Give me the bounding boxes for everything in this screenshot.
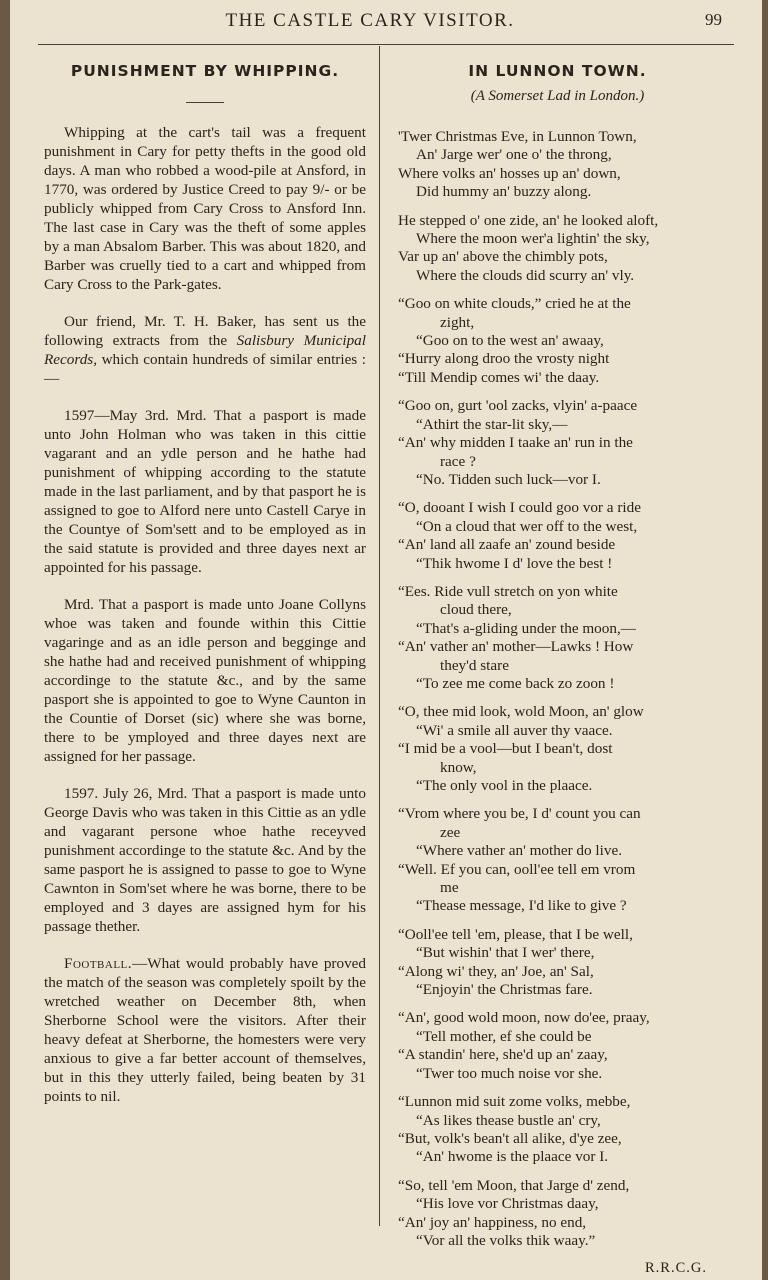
verse-line: me xyxy=(440,879,459,897)
verse-line: “No. Tidden such luck—vor I. xyxy=(416,470,601,488)
poem-subtitle: (A Somerset Lad in London.) xyxy=(470,88,645,104)
verse-line: “A standin' here, she'd up an' zaay, xyxy=(398,1046,608,1064)
verse-line: know, xyxy=(440,758,477,776)
stanza xyxy=(390,397,725,489)
verse-line: Where the moon wer'a lightin' the sky, xyxy=(416,230,650,248)
header-rule xyxy=(38,44,734,45)
verse-line: “An', good wold moon, now do'ee, praay, xyxy=(398,1009,650,1027)
verse-line: zight, xyxy=(440,313,475,331)
verse-line: zee xyxy=(440,823,461,841)
verse-line: 'Twer Christmas Eve, in Lunnon Town, xyxy=(398,128,637,145)
poem-signature: R.R.C.G. xyxy=(645,1260,707,1277)
verse-line: “Goo on, gurt 'ool zacks, vlyin' a-paace xyxy=(398,397,638,415)
football-label: Football. xyxy=(64,955,133,972)
verse-line: “Goo on to the west an' awaay, xyxy=(416,332,604,350)
paragraph-baker-extracts xyxy=(44,312,366,388)
verse-line: “Lunnon mid suit zome volks, mebbe, xyxy=(398,1093,631,1111)
verse-line: they'd stare xyxy=(440,656,509,674)
verse-line: “Hurry along droo the vrosty night xyxy=(398,350,610,368)
verse-line: “The only vool in the plaace. xyxy=(416,777,593,794)
right-column xyxy=(390,58,725,1277)
stanza xyxy=(390,128,725,202)
verse-line: “His love vor Christmas daay, xyxy=(416,1195,599,1213)
verse-line: “Thik hwome I d' love the best ! xyxy=(416,554,613,572)
verse-line: “To zee me come back zo zoon ! xyxy=(416,674,615,692)
verse-line: He stepped o' one zide, an' he looked aloft, xyxy=(398,211,659,229)
verse-line: race ? xyxy=(440,452,476,470)
verse-line: “So, tell 'em Moon, that Jarge d' zend, xyxy=(398,1176,630,1194)
verse-line: “Goo on white clouds,” cried he at the xyxy=(398,295,631,313)
verse-line: “Where vather an' mother do live. xyxy=(416,842,622,860)
spacer xyxy=(390,114,725,128)
stanza xyxy=(390,295,725,387)
verse-line: cloud there, xyxy=(440,601,512,619)
poem-title: IN LUNNON TOWN. xyxy=(468,62,647,80)
verse-line: “An' vather an' mother—Lawks ! How xyxy=(398,638,634,656)
verse-line: “Thease message, I'd like to give ? xyxy=(416,897,627,915)
verse-line: “O, thee mid look, wold Moon, an' glow xyxy=(398,703,644,721)
column-divider xyxy=(379,46,380,1226)
verse-line: “Twer too much noise vor she. xyxy=(416,1064,603,1082)
page-number: 99 xyxy=(705,10,722,29)
stanza xyxy=(390,1177,725,1251)
verse-line: “An' hwome is the plaace vor I. xyxy=(416,1148,609,1166)
paragraph-record-collyns: Mrd. That a pasport is made unto Joane Collyns whoe was taken and founde within this Cittie vagaringe and as an idle person and begginge and she hathe had and received punishment of whipping accordinge to the statute &c., and by the same pasport she is appointed to goe to Wyne Caunton in the Countie of Dorset (sic) where she was borne, there to be ymployed and three dayes next are assigned for her passage. xyxy=(44,596,366,765)
stanza xyxy=(390,499,725,573)
verse-line: Did hummy an' buzzy along. xyxy=(416,183,592,201)
paragraph-record-davis: 1597. July 26, Mrd. That a pasport is made unto George Davis who was taken in this Cittie as an ydle and vagarant persone whoe hathe receyved punishment accordinge to the statute &c. And by the same pasport he is assigned to passe to goe to Wyne Cawnton in Som'set where he was borne, there to be employed and 3 dayes are assigned hym for his passage thether. xyxy=(44,785,366,935)
verse-line: “Wi' a smile all auver thy vaace. xyxy=(416,721,613,739)
poem-body xyxy=(390,128,725,1250)
verse-line: “O, dooant I wish I could goo vor a ride xyxy=(398,499,641,517)
verse-line: “Along wi' they, an' Joe, an' Sal, xyxy=(398,962,594,980)
paragraph-football xyxy=(44,954,366,1106)
left-column xyxy=(44,58,366,1124)
page xyxy=(10,0,762,1280)
stanza xyxy=(390,926,725,1000)
running-head xyxy=(10,10,762,40)
verse-line: “An' joy an' happiness, no end, xyxy=(398,1213,587,1231)
verse-line: “I mid be a vool—but I bean't, dost xyxy=(398,740,613,758)
verse-line: “An' why midden I taake an' run in the xyxy=(398,434,633,452)
stanza xyxy=(390,703,725,795)
paragraph-whipping-intro: Whipping at the cart's tail was a frequent punishment in Cary for petty thefts in the good old days. A man who robbed a wood-pile at Ansford, in 1770, was ordered by Justice Creed to pay 9/- or be publicly whipped from Cary Cross to Ansford Inn. The last case in Cary was the theft of some apples by a man Absalom Barber. This was about 1820, and Barber was cruelly tied to a cart and whipped from Cary Cross to the Park-gates. xyxy=(44,124,366,293)
verse-line: Var up an' above the chimbly pots, xyxy=(398,248,608,266)
verse-line: “As likes thease bustle an' cry, xyxy=(416,1111,601,1129)
stanza xyxy=(390,1009,725,1083)
title-rule xyxy=(186,102,224,103)
verse-line: “Enjoyin' the Christmas fare. xyxy=(416,981,593,999)
verse-line: “That's a-gliding under the moon,— xyxy=(416,619,636,637)
verse-line: “Well. Ef you can, ooll'ee tell em vrom xyxy=(398,860,636,878)
verse-line: “On a cloud that wer off to the west, xyxy=(416,517,638,535)
stanza xyxy=(390,805,725,915)
stanza xyxy=(390,1093,725,1167)
verse-line: “Ooll'ee tell 'em, please, that I be well, xyxy=(398,925,633,943)
verse-line: “But, volk's bean't all alike, d'ye zee, xyxy=(398,1129,622,1147)
records-title: Salisbury Municipal Records xyxy=(44,332,366,368)
text-run: Our friend, Mr. T. H. Baker, has sent us the following extracts from the xyxy=(44,313,366,349)
article-title-whipping: PUNISHMENT BY WHIPPING. xyxy=(70,62,340,80)
stanza xyxy=(390,583,725,693)
running-title: THE CASTLE CARY VISITOR. xyxy=(225,10,515,31)
verse-line: Where volks an' hosses up an' down, xyxy=(398,164,621,182)
verse-line: “Tell mother, ef she could be xyxy=(416,1027,592,1045)
verse-line: “Vor all the volks thik waay.” xyxy=(416,1231,596,1249)
verse-line: “But wishin' that I wer' there, xyxy=(416,944,595,962)
verse-line: “Athirt the star-lit sky,— xyxy=(416,415,568,433)
football-text: —What would probably have proved the match of the season was completely spoilt by the wretched weather on December 8th, when Sherborne School were the visitors. After their heavy defeat at Sherborne, the homesters were very anxious to give a far better account of themselves, but in this they utterly failed, being beaten by 31 points to nil. xyxy=(44,955,366,1105)
verse-line: “Till Mendip comes wi' the daay. xyxy=(398,368,600,386)
paragraph-record-holman: 1597—May 3rd. Mrd. That a pasport is made unto John Holman who was taken in this cittie vagarant and an ydle person and he hathe had punishment of whipping according to the statute made in the last parliament, and by that pasport he is assigned to goe to Alford nere unto Castell Carye in the Countye of Som'sett and to be employed as in the said statute is provided and three dayes next ar appointed for his passage. xyxy=(44,407,366,576)
verse-line: Where the clouds did scurry an' vly. xyxy=(416,266,635,284)
verse-line: “An' land all zaafe an' zound beside xyxy=(398,536,616,554)
verse-line: An' Jarge wer' one o' the throng, xyxy=(416,146,612,164)
stanza xyxy=(390,212,725,286)
verse-line: “Vrom where you be, I d' count you can xyxy=(398,805,641,823)
verse-line: “Ees. Ride vull stretch on yon white xyxy=(398,582,618,600)
text-run: , which contain hundreds of similar entries :— xyxy=(44,351,366,387)
